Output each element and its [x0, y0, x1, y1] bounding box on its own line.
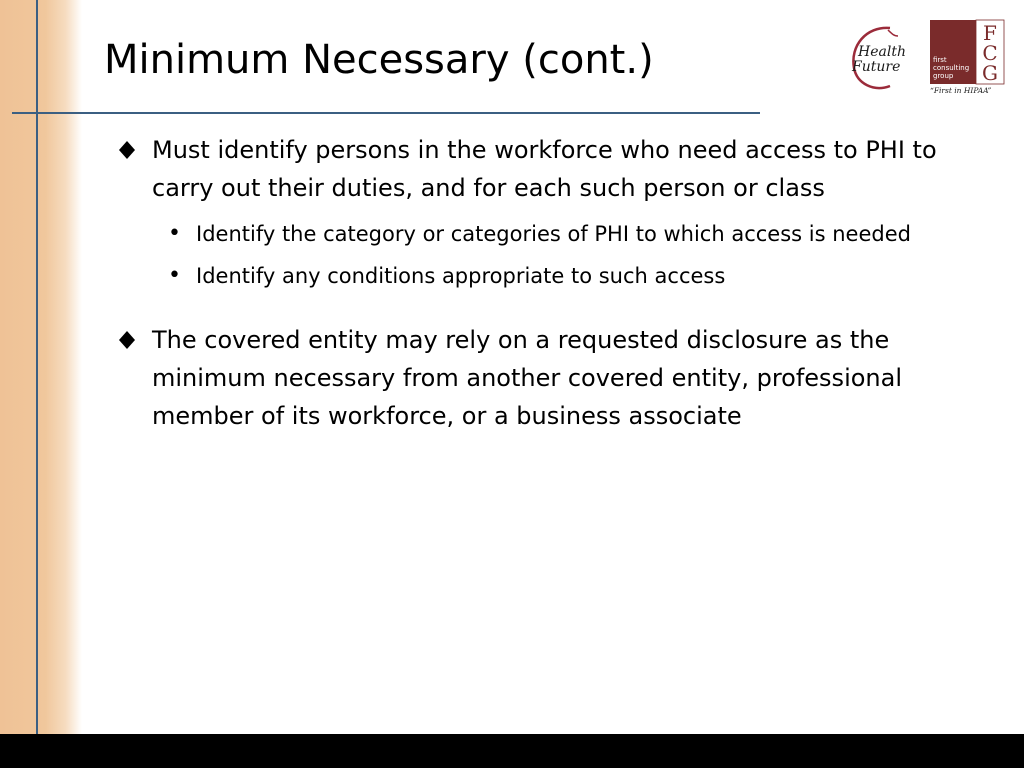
slide-title: Minimum Necessary (cont.) — [104, 37, 654, 83]
decorative-side-band — [0, 0, 82, 734]
diamond-bullet-icon — [114, 327, 140, 353]
fcg-letter-g: G — [982, 61, 998, 85]
bullet-item — [112, 321, 952, 435]
fcg-logo — [928, 18, 1006, 96]
health-future-logo — [846, 22, 916, 92]
fcg-text-line3: group — [933, 72, 954, 80]
fcg-letter-f: F — [983, 21, 997, 45]
fcg-text-line2: consulting — [933, 64, 970, 72]
fcg-text-line1: first — [933, 56, 947, 64]
sub-bullet-item — [112, 259, 952, 293]
bullet-text: Must identify persons in the workforce who need access to PHI to carry out their duties, and for each such person or class — [152, 136, 937, 202]
bottom-bar — [0, 734, 1024, 768]
bullet-text: The covered entity may rely on a requested disclosure as the minimum necessary from another covered entity, professional member of its workforce, or a business associate — [152, 326, 902, 430]
slide-body — [112, 131, 952, 435]
title-underline-rule — [12, 112, 760, 114]
sub-bullet-item — [112, 217, 952, 251]
fcg-tagline: “First in HIPAA” — [930, 86, 992, 95]
sub-bullet-text: Identify any conditions appropriate to such access — [196, 264, 726, 288]
diamond-bullet-icon — [114, 137, 140, 163]
round-bullet-icon: • — [168, 263, 181, 288]
health-future-line1: Health — [858, 44, 906, 60]
round-bullet-icon: • — [168, 221, 181, 246]
bullet-item — [112, 131, 952, 207]
health-future-line2: Future — [852, 59, 901, 75]
sub-bullet-text: Identify the category or categories of PHI to which access is needed — [196, 222, 911, 246]
fcg-letter-c: C — [982, 41, 998, 65]
